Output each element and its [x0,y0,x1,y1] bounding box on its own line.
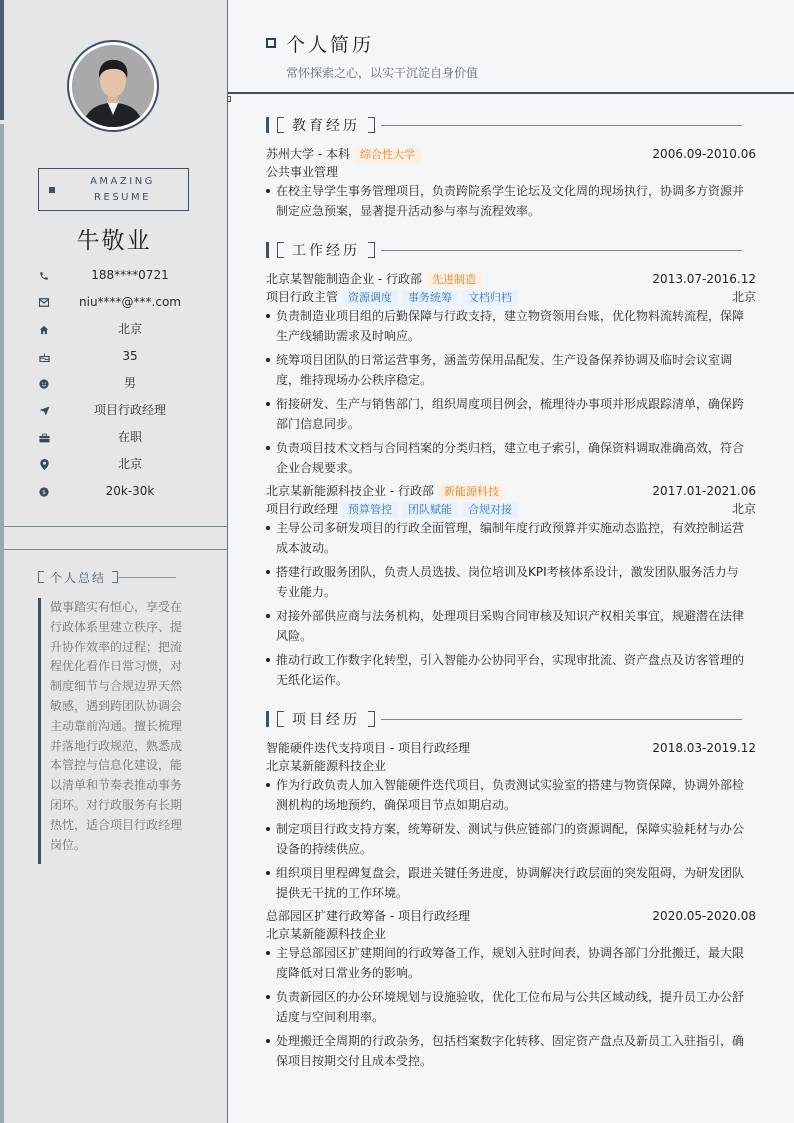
work-entry-header [266,270,756,288]
education-heading [266,116,756,134]
section-rule [381,719,742,720]
work-bullets [266,518,750,694]
section-rule [381,250,742,251]
contact-position [32,397,220,424]
list-item: 对接外部供应商与法务机构，处理项目采购合同审核及知识产权相关事宜，规避潜在法律风险。 [266,606,750,646]
list-item: 主导总部园区扩建期间的行政筹备工作，规划入驻时间表，协调各部门分批搬迁，最大限度降低对日常业务的影响。 [266,943,750,983]
contact-value: 35 [122,349,138,363]
page-subtitle: 常怀探索之心，以实干沉淀自身价值 [286,66,479,80]
contact-value: 男 [123,376,136,390]
education-entry-header [266,145,756,163]
skill-tag: 事务统筹 [402,290,458,306]
list-item: 负责项目技术文档与合同档案的分类归档，建立电子索引，确保资料调取准确高效，符合企业合规要求。 [266,438,750,478]
summary-text: 做事踏实有恒心，享受在行政体系里建立秩序、提升协作效率的过程；把流程优化看作日常习惯，对制度细节与合规边界天然敏感，遇到跨团队协调会主动靠前沟通。擅长梳理并落地行政规范，熟悉成本管控与信息化建设，能以清单和节奏表推动事务闭环。对行政服务有长期热忱，适合项目行政经理岗位。 [38,598,188,864]
bracket-left-icon [38,571,44,583]
list-item: 处理搬迁全周期的行政杂务，包括档案数字化转移、固定资产盘点及新员工入驻指引，确保项目按期交付且成本受控。 [266,1031,750,1071]
contact-status [32,424,220,451]
coin-icon [32,478,56,505]
send-icon [32,397,56,424]
contact-residence [32,316,220,343]
work-entry-header [266,482,756,500]
bracket-right-icon [368,711,375,727]
project-company-row [266,757,756,775]
badge-text: AMAZING RESUME [90,176,155,203]
heading-rule [118,577,176,578]
project-name: 总部园区扩建行政筹备 - 项目行政经理 [266,909,470,923]
skill-tag: 团队赋能 [402,502,458,518]
summary-title: 个人总结 [50,570,107,585]
svg-text:$: $ [42,489,46,496]
bracket-left-icon [277,711,284,727]
education-bullets [266,181,750,225]
education-major-row [266,163,756,181]
list-item: 作为行政负责人加入智能硬件迭代项目，负责测试实验室的搭建与物资保障，协调外部检测机构的场地预约，确保项目节点如期启动。 [266,775,750,815]
section-title: 教育经历 [292,118,360,134]
list-item: 推动行政工作数字化转型，引入智能办公协同平台，实现审批流、资产盘点及访客管理的无纸化运作。 [266,650,750,690]
avatar [67,40,159,132]
mail-icon [32,289,56,316]
skill-tag: 预算管控 [342,502,398,518]
work-heading [266,241,756,259]
badge-square-icon [49,187,55,193]
list-item: 在校主导学生事务管理项目，负责跨院系学生论坛及文化周的现场执行，协调多方资源并制定应急预案，显著提升活动参与率与流程效率。 [266,181,750,221]
contact-list [32,262,220,505]
list-item: 制定项目行政支持方案，统筹研发、测试与供应链部门的资源调配，保障实验耗材与办公设备的持续供应。 [266,819,750,859]
contact-value: 北京 [117,322,142,336]
skill-tag: 文档归档 [462,290,518,306]
sidebar-accent-strip-lower [0,124,4,1123]
list-item: 组织项目里程碑复盘会，跟进关键任务进度，协调解决行政层面的突发阻碍，为研发团队提供无干扰的工作环境。 [266,863,750,903]
contact-gender [32,370,220,397]
list-item: 搭建行政服务团队，负责人员选拔、岗位培训及KPI考核体系设计，激发团队服务活力与专业能力。 [266,562,750,602]
section-bar [266,711,269,727]
avatar-photo [72,45,154,127]
project-bullets [266,775,750,907]
job-role: 项目行政主管 [266,290,339,304]
project-period: 2020.05-2020.08 [652,909,756,923]
resume-badge [38,168,189,211]
work-bullets [266,306,750,482]
contact-value: 20k-30k [105,484,155,498]
page-title: 个人简历 [286,34,375,56]
work-city: 北京 [731,502,756,516]
job-role: 项目行政经理 [266,502,339,516]
sidebar-divider [4,526,228,527]
school-name: 苏州大学 - 本科 [266,147,350,161]
work-period: 2017.01-2021.06 [652,484,756,498]
list-item: 负责新园区的办公环境规划与设施验收，优化工位布局与公共区域动线，提升员工办公舒适度与空间利用率。 [266,987,750,1027]
bracket-right-icon [368,117,375,133]
school-tag: 综合性大学 [354,147,421,163]
bracket-left-icon [277,117,284,133]
contact-value: 北京 [117,457,142,471]
bracket-left-icon [277,242,284,258]
home-icon [32,316,56,343]
skill-tag: 资源调度 [342,290,398,306]
work-role-row [266,500,756,518]
list-item: 衔接研发、生产与销售部门，组织周度项目例会，梳理待办事项并形成跟踪清单，确保跨部门信息同步。 [266,394,750,434]
contact-value: 在职 [117,430,142,444]
briefcase-icon [32,424,56,451]
section-bar [266,117,269,133]
corner-mark [227,96,231,102]
industry-tag: 先进制造 [426,272,482,288]
work-city: 北京 [731,290,756,304]
section-rule [381,125,742,126]
phone-icon [32,262,56,289]
project-company: 北京某新能源科技企业 [266,759,387,773]
candidate-name: 牛敬业 [76,228,152,254]
face-icon [32,370,56,397]
title-square-icon [266,38,276,48]
project-company: 北京某新能源科技企业 [266,927,387,941]
section-title: 工作经历 [292,243,360,259]
location-icon [32,451,56,478]
projects-heading [266,710,756,728]
cake-icon [32,343,56,370]
person-photo-icon [72,45,154,127]
section-bar [266,242,269,258]
contact-phone [32,262,220,289]
list-item: 负责制造业项目组的后勤保障与行政支持，建立物资领用台账，优化物料流转流程，保障生产线辅助需求及时响应。 [266,306,750,346]
bracket-right-icon [368,242,375,258]
industry-tag: 新能源科技 [438,484,505,500]
project-period: 2018.03-2019.12 [652,741,756,755]
contact-salary [32,478,220,505]
education-major: 公共事业管理 [266,165,339,179]
company-name: 北京某智能制造企业 - 行政部 [266,272,422,286]
company-name: 北京某新能源科技企业 - 行政部 [266,484,434,498]
summary-heading [38,569,176,585]
section-title: 项目经历 [292,712,360,728]
education-period: 2006.09-2010.06 [652,147,756,161]
contact-value: 188****0721 [91,268,169,282]
work-period: 2013.07-2016.12 [652,272,756,286]
header-rule [228,92,794,94]
contact-value: 项目行政经理 [93,403,166,417]
project-entry-header [266,739,756,757]
skill-tag: 合规对接 [462,502,518,518]
project-name: 智能硬件迭代支持项目 - 项目行政经理 [266,741,470,755]
sidebar-accent-strip [0,0,4,120]
list-item: 统筹项目团队的日常运营事务，涵盖劳保用品配发、生产设备保养协调及临时会议室调度，维持现场办公秩序稳定。 [266,350,750,390]
sidebar [0,0,228,1123]
contact-age [32,343,220,370]
project-bullets [266,943,750,1075]
list-item: 主导公司多研发项目的行政全面管理，编制年度行政预算并实施动态监控，有效控制运营成本波动。 [266,518,750,558]
project-entry-header [266,907,756,925]
sidebar-divider [4,549,228,550]
work-role-row [266,288,756,306]
contact-value: niu****@***.com [79,295,181,309]
contact-email [32,289,220,316]
project-company-row [266,925,756,943]
contact-target-city [32,451,220,478]
